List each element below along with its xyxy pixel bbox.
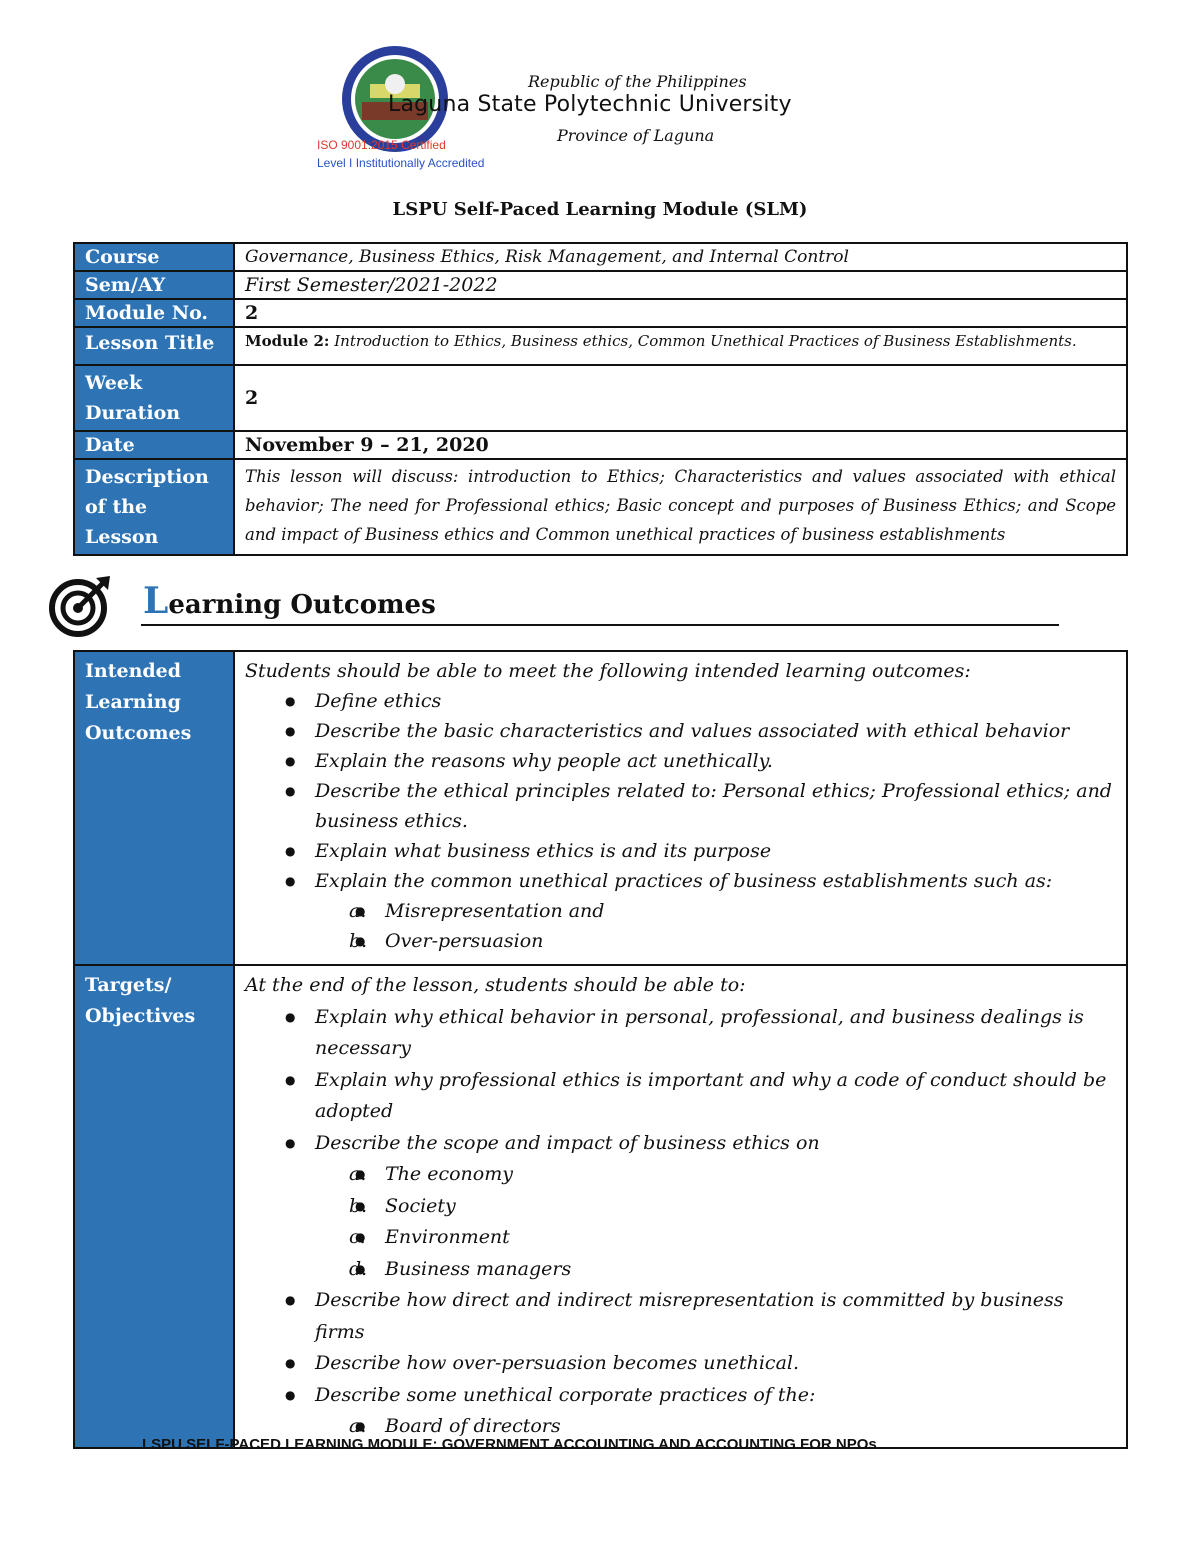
sublist-item: [349, 1222, 1116, 1254]
list-item: [315, 866, 1116, 956]
description-label: [74, 459, 234, 555]
week-duration-value: 2: [234, 365, 1127, 431]
heading-initial: L: [143, 580, 169, 622]
heading-rest: earning Outcomes: [168, 590, 436, 620]
list-item-text: Describe the scope and impact of business ethics on: [315, 1131, 820, 1154]
header-province: Province of Laguna: [557, 126, 715, 145]
objectives-content: [234, 965, 1127, 1448]
header-university-name: Laguna State Polytechnic University: [388, 92, 792, 117]
list-item: ● Describe the basic characteristics and values associated with ethical behavior: [315, 716, 1116, 746]
sem-value: First Semester/2021-2022: [234, 271, 1127, 299]
lesson-title-label: Lesson Title: [74, 327, 234, 365]
sem-label: Sem/AY: [74, 271, 234, 299]
week-label-line: Week: [85, 372, 143, 394]
list-item: ● Explain why ethical behavior in personal, professional, and business dealings is necessary: [315, 1002, 1116, 1065]
sublist-text: The economy: [385, 1163, 513, 1185]
document-title: LSPU Self-Paced Learning Module (SLM): [392, 199, 808, 220]
ilo-label-line: Learning: [85, 691, 181, 713]
lesson-title-prefix: Module 2:: [245, 332, 330, 350]
objectives-intro: At the end of the lesson, students should be able to:: [245, 974, 746, 996]
ilo-label: [74, 651, 234, 965]
table-row: [74, 243, 1127, 271]
sublist-text: Over-persuasion: [385, 930, 544, 952]
sublist-item: [349, 1254, 1116, 1286]
sublist-marker: ● c.: [349, 1226, 366, 1248]
heading-underline: [141, 624, 1059, 626]
week-duration-label: [74, 365, 234, 431]
description-label-line: Description: [85, 466, 209, 488]
list-item: ● Explain what business ethics is and its purpose: [315, 836, 1116, 866]
list-item: [315, 1128, 1116, 1286]
header-republic: Republic of the Philippines: [528, 72, 747, 91]
learning-outcomes-heading: [143, 580, 436, 622]
ilo-label-line: Outcomes: [85, 722, 192, 744]
sublist-text: Environment: [385, 1226, 510, 1248]
description-label-line: Lesson: [85, 526, 159, 548]
list-item: ● Describe the ethical principles related to: Personal ethics; Professional ethics; and business ethics.: [315, 776, 1116, 836]
sublist-marker: ● a.: [349, 1163, 367, 1185]
description-value: This lesson will discuss: introduction to Ethics; Characteristics and values associated with ethical behavior; The need for Professional ethics; Basic concept and purposes of Business Ethics; and Scope and impact of Business ethics and Common unethical practices of business establishments: [234, 459, 1127, 555]
table-row: [74, 965, 1127, 1448]
objectives-label: [74, 965, 234, 1448]
sublist-text: Society: [385, 1194, 456, 1217]
header-accreditation: Level I Institutionally Accredited: [317, 156, 485, 170]
learning-outcomes-table: [73, 650, 1128, 1449]
lesson-title-value: Introduction to Ethics, Business ethics, Common Unethical Practices of Business Establishments.: [334, 332, 1077, 350]
table-row: [74, 271, 1127, 299]
sublist-item: [349, 1191, 1116, 1223]
module-no-value: 2: [234, 299, 1127, 327]
ilo-intro: Students should be able to meet the following intended learning outcomes:: [245, 660, 971, 682]
sublist-item: [349, 1159, 1116, 1191]
objectives-list: [245, 1002, 1116, 1443]
module-no-label: Module No.: [74, 299, 234, 327]
date-value: November 9 – 21, 2020: [234, 431, 1127, 459]
list-item: [315, 1380, 1116, 1443]
list-item: ● Describe how over-persuasion becomes unethical.: [315, 1348, 1116, 1380]
sublist-text: Business managers: [385, 1257, 572, 1280]
ilo-content: [234, 651, 1127, 965]
course-label: Course: [74, 243, 234, 271]
table-row: [74, 651, 1127, 965]
sublist-marker: ● b.: [349, 1194, 368, 1217]
target-icon: [48, 572, 114, 638]
sublist-item: [349, 896, 1116, 926]
list-item-text: Describe some unethical corporate practices of the:: [315, 1383, 816, 1406]
sublist-marker: ● b.: [349, 930, 368, 952]
sublist-marker: ● d.: [349, 1257, 368, 1280]
objectives-label-line: Targets/: [85, 974, 172, 996]
sublist-text: Board of directors: [385, 1415, 561, 1437]
sublist-item: [349, 926, 1116, 956]
course-value: Governance, Business Ethics, Risk Management, and Internal Control: [234, 243, 1127, 271]
duration-label-line: Duration: [85, 402, 181, 424]
date-label: Date: [74, 431, 234, 459]
table-row: [74, 365, 1127, 431]
sublist-text: Misrepresentation and: [385, 900, 605, 922]
ilo-label-line: Intended: [85, 660, 182, 682]
list-item-text: Explain the common unethical practices of business establishments such as:: [315, 870, 1053, 892]
sublist-marker: ● a.: [349, 900, 367, 922]
table-row: [74, 459, 1127, 555]
table-row: [74, 327, 1127, 365]
ilo-sublist: [315, 896, 1116, 956]
module-info-table: [73, 242, 1128, 556]
list-item: ● Define ethics: [315, 686, 1116, 716]
list-item: ● Describe how direct and indirect misrepresentation is committed by business firms: [315, 1285, 1116, 1348]
list-item: ● Explain why professional ethics is important and why a code of conduct should be adopted: [315, 1065, 1116, 1128]
lesson-title-cell: [234, 327, 1127, 365]
list-item: ● Explain the reasons why people act unethically.: [315, 746, 1116, 776]
header-iso-certification: ISO 9001:2015 Certified: [317, 138, 446, 152]
objectives-label-line: Objectives: [85, 1005, 196, 1027]
table-row: [74, 431, 1127, 459]
objectives-sublist: [315, 1159, 1116, 1285]
table-row: [74, 299, 1127, 327]
description-label-line: of the: [85, 496, 148, 518]
page-footer: LSPU SELF-PACED LEARNING MODULE: GOVERNMENT ACCOUNTING AND ACCOUNTING FOR NPOs: [142, 1436, 877, 1453]
ilo-list: [245, 686, 1116, 956]
sublist-marker: ● a.: [349, 1415, 367, 1437]
